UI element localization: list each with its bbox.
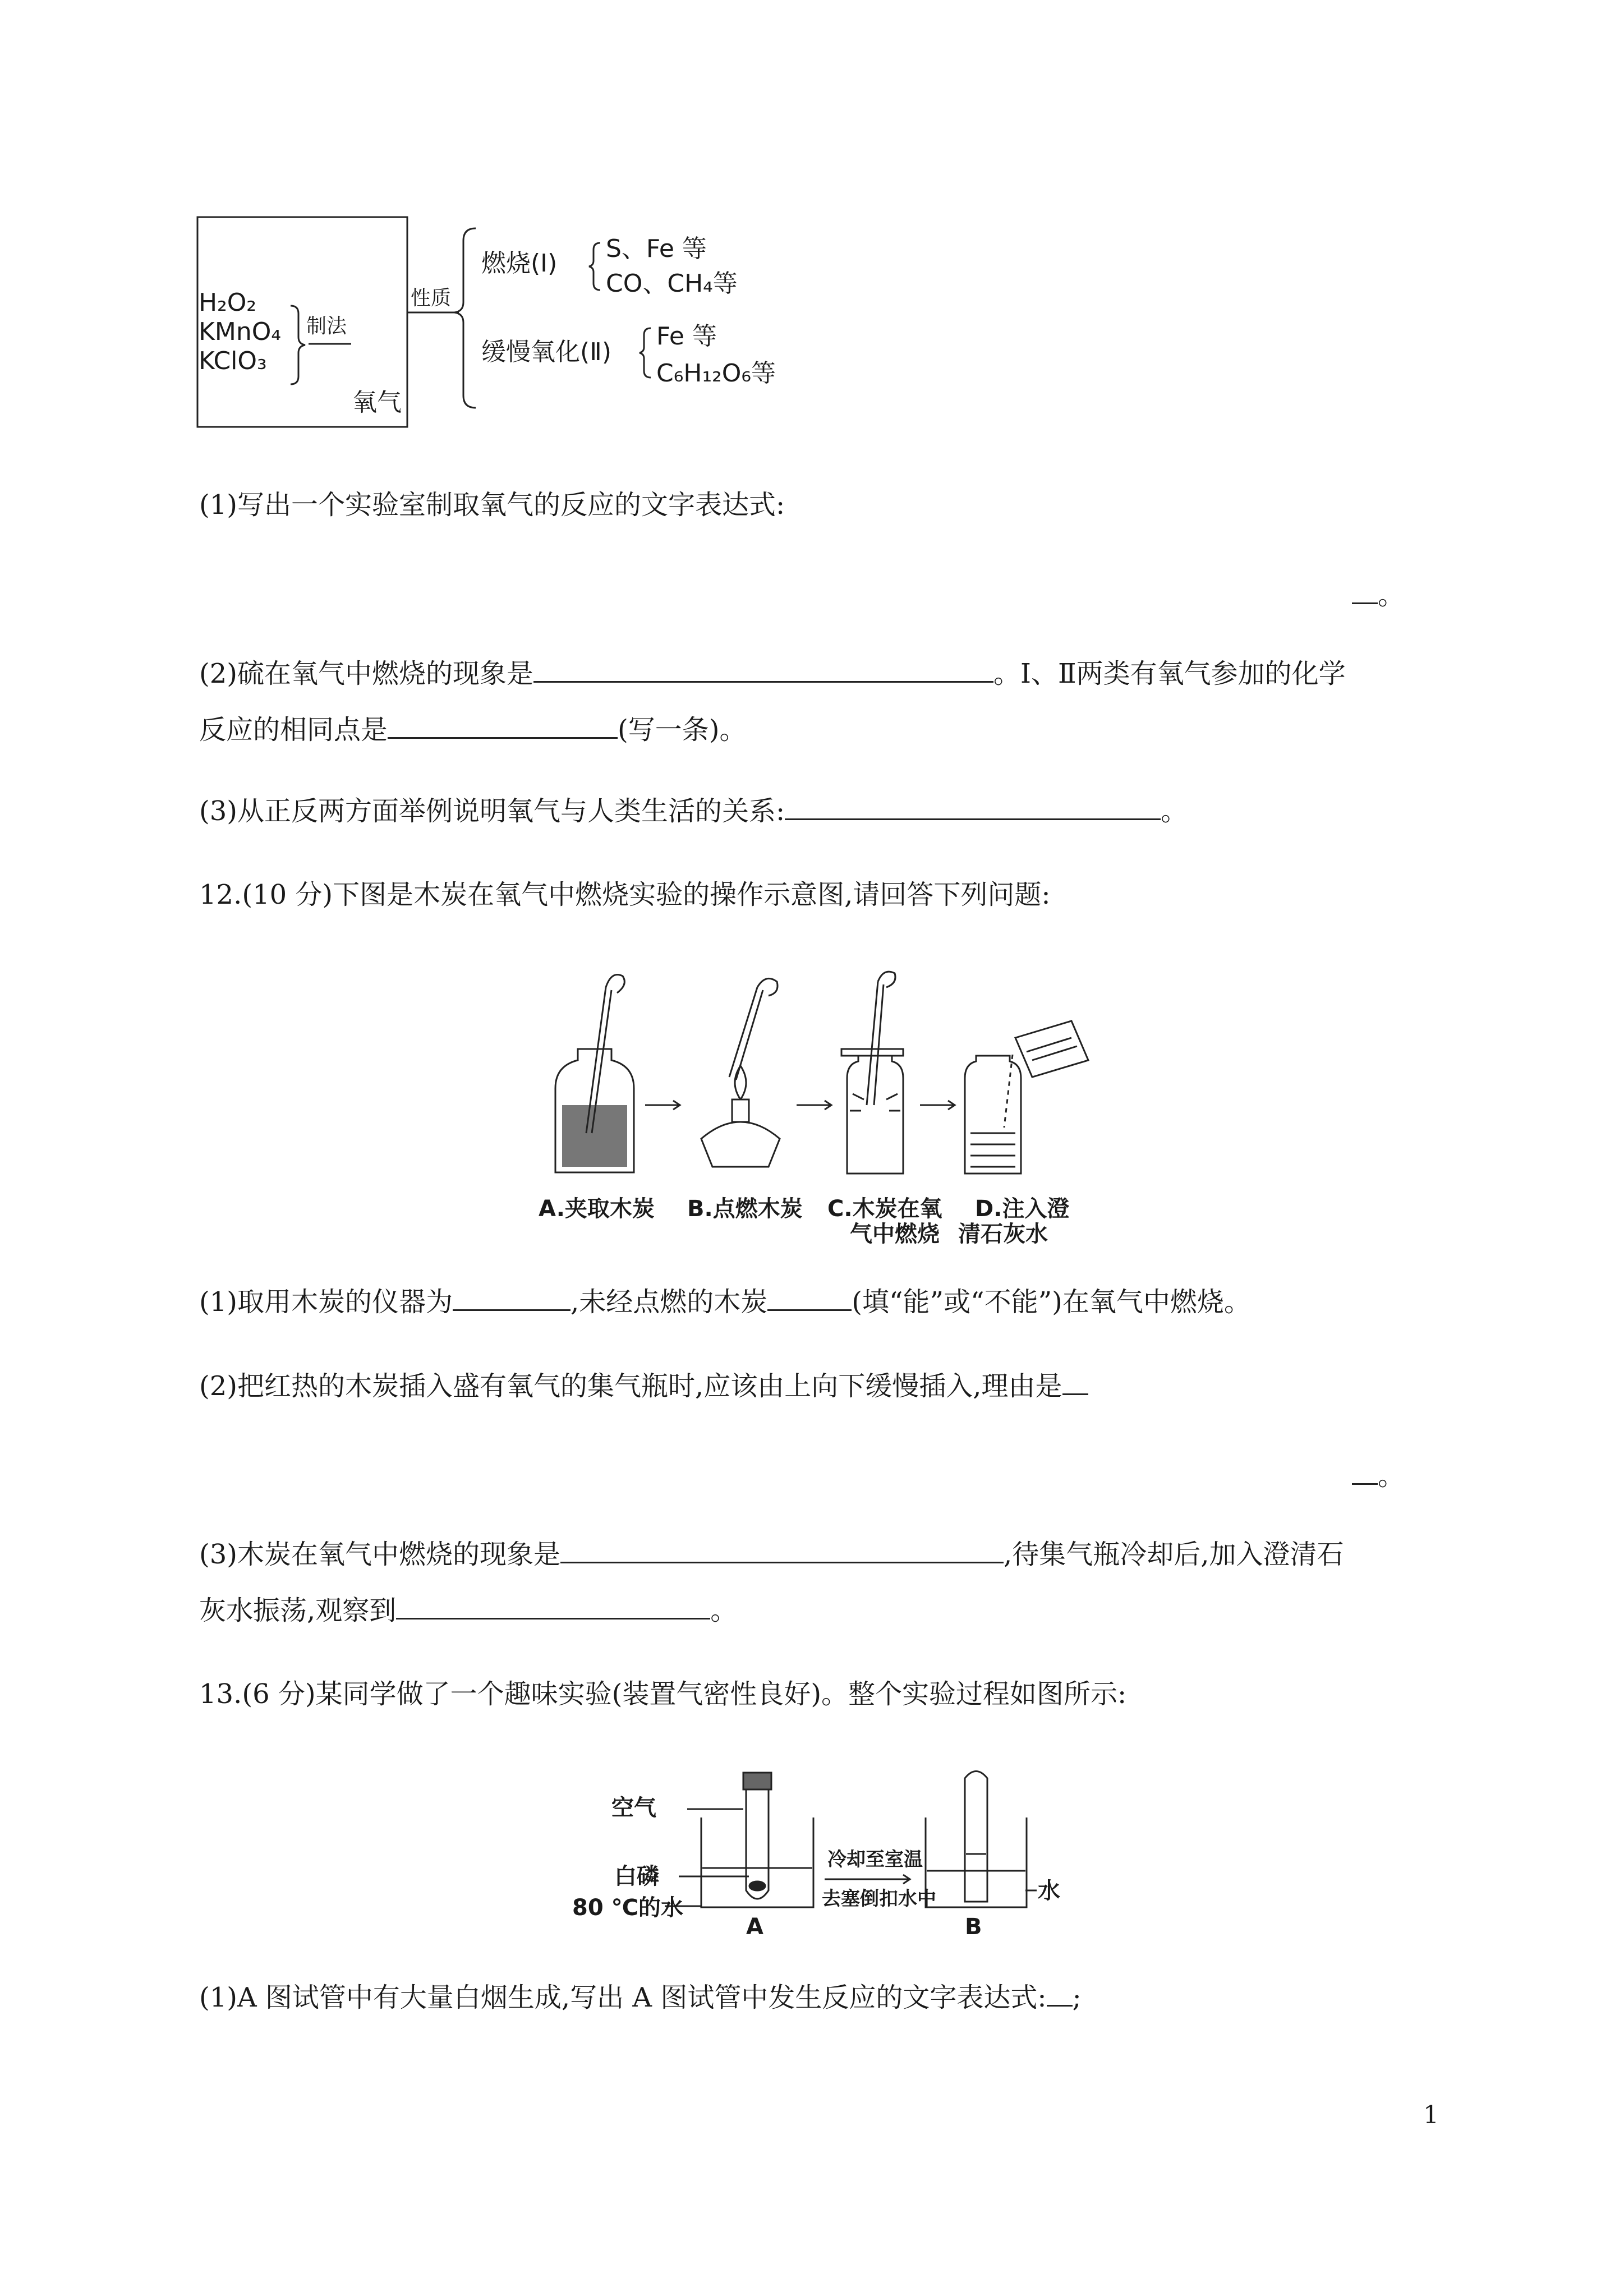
label-c-2: 气中燃烧 (850, 1221, 940, 1247)
oxygen-concept-map (196, 216, 802, 429)
answer-blank[interactable] (1352, 578, 1378, 604)
answer-blank[interactable] (1062, 1369, 1088, 1395)
slow-ox-item-1: Fe 等 (656, 322, 717, 351)
q11-part2-line1: (2)硫在氧气中燃烧的现象是 。Ⅰ、Ⅱ两类有氧气参加的化学 (199, 656, 1346, 691)
page-number: 1 (1423, 2101, 1439, 2129)
q11-part1: (1)写出一个实验室制取氧气的反应的文字表达式: (199, 489, 785, 521)
q12-part3-line1: (3)木炭在氧气中燃烧的现象是 ,待集气瓶冷却后,加入澄清石 (199, 1537, 1344, 1571)
label-a: A.夹取木炭 (539, 1196, 655, 1222)
q11-part1-answer: 。 (1352, 578, 1405, 612)
label-hot-water: 80 ℃的水 (572, 1895, 684, 1921)
label-b: B.点燃木炭 (687, 1196, 803, 1222)
reagent-h2o2: H₂O₂ (199, 288, 256, 317)
method-label: 制法 (306, 315, 347, 338)
charcoal-experiment-drawing (539, 965, 1122, 1189)
charcoal-experiment-figure (539, 965, 1122, 1245)
q13-part1: (1)A 图试管中有大量白烟生成,写出 A 图试管中发生反应的文字表达式: ; (199, 1980, 1082, 2014)
q12-part1: (1)取用木炭的仪器为 ,未经点燃的木炭 (填“能”或“不能”)在氧气中燃烧。 (199, 1285, 1251, 1319)
label-step-invert: 去塞倒扣水中 (822, 1888, 936, 1910)
label-water: 水 (1038, 1878, 1060, 1904)
burning-item-2: CO、CH₄等 (606, 269, 738, 298)
property-label: 性质 (411, 287, 452, 310)
q11-part2-line2: 反应的相同点是 (写一条)。 (199, 712, 746, 747)
label-b: B (965, 1914, 982, 1940)
answer-blank[interactable] (560, 1537, 1004, 1563)
burning-label: 燃烧(Ⅰ) (481, 249, 558, 278)
label-step-cool: 冷却至室温 (827, 1848, 923, 1871)
reagent-kmno4: KMnO₄ (199, 318, 281, 346)
answer-blank[interactable] (533, 656, 993, 683)
label-d-2: 清石灰水 (958, 1221, 1048, 1247)
label-c-1: C.木炭在氧 (827, 1196, 942, 1222)
answer-blank[interactable] (1352, 1458, 1378, 1485)
slow-ox-item-2: C₆H₁₂O₆等 (656, 359, 776, 388)
slow-ox-label: 缓慢氧化(Ⅱ) (481, 338, 611, 366)
q12-part2-answer: 。 (1352, 1458, 1405, 1493)
q12-part3-line2: 灰水振荡,观察到 。 (199, 1593, 737, 1627)
q11-part3: (3)从正反两方面举例说明氧气与人类生活的关系: 。 (199, 794, 1188, 828)
phosphorus-experiment-figure (572, 1756, 1060, 1941)
burning-item-1: S、Fe 等 (606, 234, 707, 263)
reagent-kclo3: KClO₃ (199, 347, 267, 375)
q12-part2: (2)把红热的木炭插入盛有氧气的集气瓶时,应该由上向下缓慢插入,理由是 (199, 1369, 1088, 1403)
label-a: A (746, 1914, 763, 1940)
answer-blank[interactable] (1047, 1980, 1073, 2007)
q12-header: 12.(10 分)下图是木炭在氧气中燃烧实验的操作示意图,请回答下列问题: (199, 879, 1051, 910)
oxygen-label: 氧气 (352, 388, 402, 417)
label-air: 空气 (611, 1795, 656, 1821)
q13-header: 13.(6 分)某同学做了一个趣味实验(装置气密性良好)。整个实验过程如图所示: (199, 1678, 1127, 1710)
label-phosphorus: 白磷 (614, 1864, 659, 1889)
answer-blank[interactable] (396, 1593, 710, 1619)
answer-blank[interactable] (453, 1285, 571, 1311)
answer-blank[interactable] (388, 712, 618, 739)
label-d-1: D.注入澄 (975, 1196, 1070, 1222)
answer-blank[interactable] (767, 1285, 852, 1311)
answer-blank[interactable] (785, 794, 1161, 820)
